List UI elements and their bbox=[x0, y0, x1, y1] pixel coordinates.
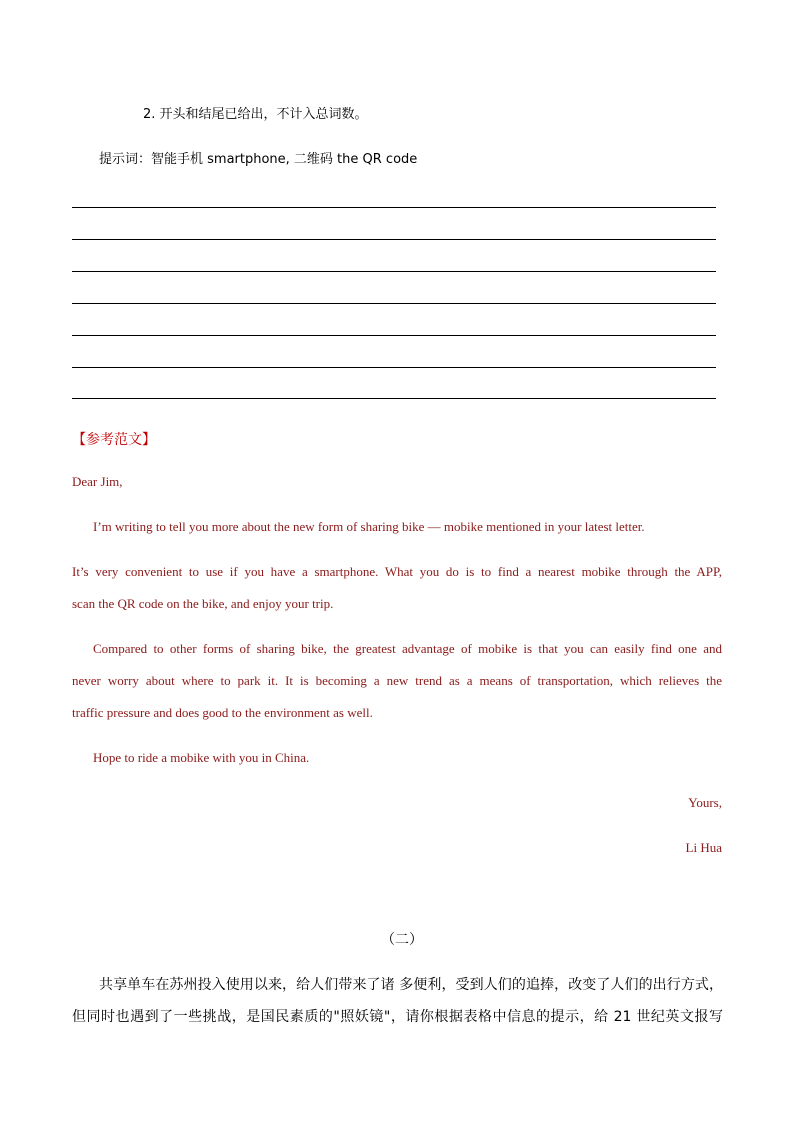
section-2-line-1: 共享单车在苏州投入使用以来，给人们带来了诸 多便利，受到人们的追捧，改变了人们的出行方式， bbox=[99, 977, 723, 993]
letter-paragraph-3-line-1: Compared to other forms of sharing bike, the greatest advantage of mobike is that you can easily find one and bbox=[93, 641, 722, 656]
hint-words: 提示词：智能手机 smartphone, 二维码 the QR code bbox=[99, 152, 418, 167]
answer-line bbox=[72, 367, 716, 368]
letter-paragraph-2-line-2: scan the QR code on the bike, and enjoy your trip. bbox=[72, 596, 334, 611]
answer-line bbox=[72, 335, 716, 336]
section-2-title: （二） bbox=[381, 932, 423, 948]
letter-paragraph-3-line-2: never worry about where to park it. It is becoming a new trend as a means of transportation, which relieves the bbox=[72, 673, 722, 688]
letter-greeting: Dear Jim, bbox=[72, 474, 123, 489]
letter-paragraph-4: Hope to ride a mobike with you in China. bbox=[93, 750, 310, 765]
reference-heading: 【参考范文】 bbox=[72, 432, 156, 448]
section-2-line-2: 但同时也遇到了一些挑战，是国民素质的"照妖镜"，请你根据表格中信息的提示，给 21 世纪英文报写 bbox=[72, 1009, 723, 1025]
letter-paragraph-1: I’m writing to tell you more about the new form of sharing bike — mobike mentioned in your latest letter. bbox=[93, 519, 645, 534]
answer-line bbox=[72, 398, 716, 399]
answer-line bbox=[72, 207, 716, 208]
letter-closing: Yours, bbox=[688, 795, 722, 810]
letter-signature: Li Hua bbox=[685, 840, 722, 855]
letter-paragraph-2-line-1: It’s very convenient to use if you have a smartphone. What you do is to find a nearest mobike through the APP, bbox=[72, 564, 722, 579]
answer-line bbox=[72, 303, 716, 304]
letter-paragraph-3-line-3: traffic pressure and does good to the environment as well. bbox=[72, 705, 373, 720]
answer-line bbox=[72, 239, 716, 240]
instruction-item-2: 2. 开头和结尾已给出，不计入总词数。 bbox=[143, 107, 368, 122]
answer-line bbox=[72, 271, 716, 272]
